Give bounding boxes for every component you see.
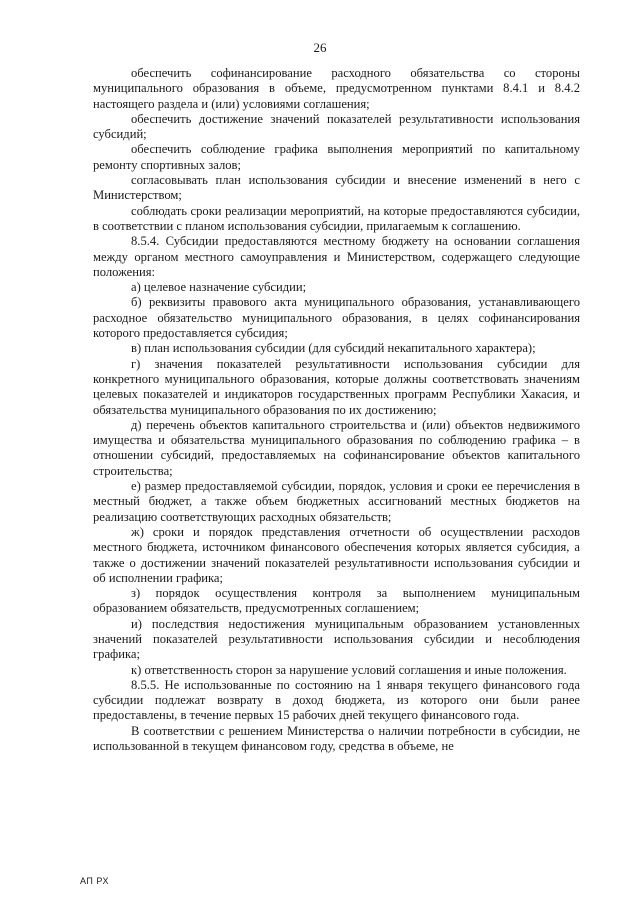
paragraph: соблюдать сроки реализации мероприятий, на которые предоставляются субсидии, в соответствии с планом использования субсидии, прилагаемым к соглашению. (93, 203, 580, 233)
paragraph: е) размер предоставляемой субсидии, порядок, условия и сроки ее перечисления в местный бюджет, а также объем бюджетных ассигнований местных бюджетов на реализацию соответствующих расходных обязательств; (93, 479, 580, 524)
footer-mark: АП РХ (80, 876, 109, 886)
paragraph: в) план использования субсидии (для субсидий некапитального характера); (131, 341, 536, 356)
page-number: 26 (313, 40, 327, 55)
document-body (93, 66, 580, 754)
paragraph: а) целевое назначение субсидии; (131, 280, 307, 295)
paragraph: б) реквизиты правового акта муниципального образования, устанавливающего расходное обязательство муниципального образования, в целях софинансирования которого предоставляется субсидия; (93, 295, 580, 341)
paragraph: обеспечить достижение значений показателей результативности использования субсидий; (93, 111, 580, 142)
paragraph: к) ответственность сторон за нарушение условий соглашения и иные положения. (131, 662, 567, 677)
paragraph: обеспечить соблюдение графика выполнения мероприятий по капитальному ремонту спортивных залов; (93, 142, 580, 172)
paragraph: д) перечень объектов капитального строительства и (или) объектов недвижимого имущества и обязательства муниципального образования по соблюдению графика – в отношении субсидий, предоставляемых на софинансирование объектов капитального строительства; (93, 417, 580, 478)
paragraph: ж) сроки и порядок представления отчетности об осуществлении расходов местного бюджета, источником финансового обеспечения которых является субсидия, а также о достижении значений показателей результативности использования субсидии и об исполнении графика; (93, 524, 580, 585)
paragraph: В соответствии с решением Министерства о наличии потребности в субсидии, не использованной в текущем финансовом году, средства в объеме, не (93, 723, 580, 754)
paragraph: г) значения показателей результативности использования субсидии для конкретного муниципального образования, которые должны соответствовать значениям целевых показателей и индикаторов государственных программ Республики Хакасия, и обязательства муниципального образования по их достижению; (93, 356, 580, 417)
paragraph: 8.5.5. Не использованные по состоянию на 1 января текущего финансового года субсидии подлежат возврату в доход бюджета, из которого они были ранее предоставлены, в течение первых 15 рабочих дней текущего финансового года. (93, 677, 580, 723)
paragraph: з) порядок осуществления контроля за выполнением муниципальным образованием обязательств, предусмотренных соглашением; (93, 586, 580, 616)
paragraph: согласовывать план использования субсидии и внесение изменений в него с Министерством; (93, 173, 580, 203)
paragraph: 8.5.4. Субсидии предоставляются местному бюджету на основании соглашения между органом местного самоуправления и Министерством, содержащего следующие положения: (93, 234, 580, 279)
paragraph: и) последствия недостижения муниципальным образованием установленных значений показателей результативности использования субсидии и несоблюдения графика; (93, 616, 580, 662)
paragraph: обеспечить софинансирование расходного обязательства со стороны муниципального образования в объеме, предусмотренном пунктами 8.4.1 и 8.4.2 настоящего раздела и (или) условиями соглашения; (93, 66, 580, 111)
